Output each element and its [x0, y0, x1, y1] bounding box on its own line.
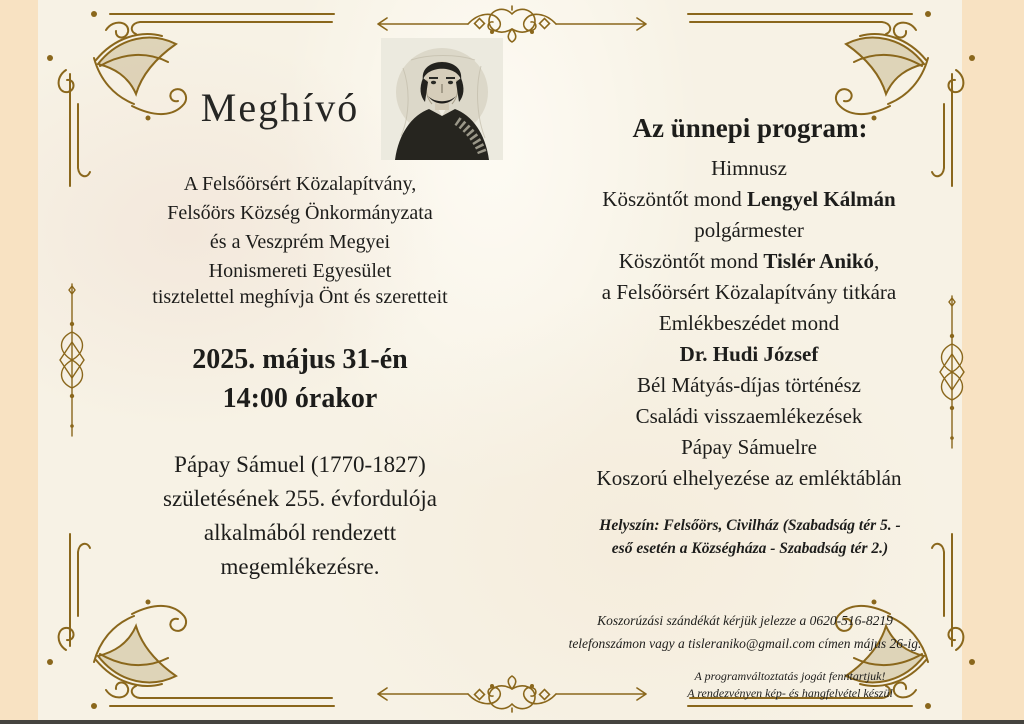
organizer-lines [80, 170, 520, 286]
text-line [516, 339, 982, 370]
line-text: Koszorú elhelyezése az emléktáblán [596, 466, 902, 490]
occasion-lines [80, 448, 520, 584]
highlighted-name: Tislér Anikó [763, 249, 875, 273]
text-line [516, 401, 982, 432]
line-text: Himnusz [711, 156, 787, 180]
line-text: Köszöntőt mond [602, 187, 747, 211]
line-text: Bél Mátyás-díjas történész [637, 373, 861, 397]
text-line: Pápay Sámuel (1770-1827) [174, 452, 426, 477]
text-line [516, 463, 982, 494]
line-text: , [874, 249, 880, 273]
text-line: eső esetén a Községháza - Szabadság tér 2.) [611, 540, 889, 557]
line-text: polgármester [694, 218, 804, 242]
left-edge-band [0, 0, 38, 724]
text-line: 2025. május 31-én [192, 344, 408, 375]
line-text: Emlékbeszédet mond [658, 311, 840, 335]
text-line: telefonszámon vagy a tisleraniko@gmail.com címen május 26-ig. [568, 636, 922, 651]
text-line [516, 153, 982, 184]
text-line [516, 246, 982, 277]
line-text: a Felsőörsért Közalapítvány titkára [601, 280, 897, 304]
text-line: Felsőörs Község Önkormányzata [167, 202, 433, 224]
text-line: Koszorúzási szándékát kérjük jelezze a 0620-516-8219 [597, 613, 893, 628]
text-line [516, 308, 982, 339]
notice-lines [640, 668, 940, 702]
text-line [516, 432, 982, 463]
text-line: megemlékezésre. [220, 554, 380, 579]
line-text: Pápay Sámuelre [681, 435, 817, 459]
text-line [516, 277, 982, 308]
text-line: A programváltoztatás jogát fenntartjuk! [694, 669, 886, 683]
highlighted-name: Dr. Hudi József [679, 342, 819, 366]
text-line: születésének 255. évfordulója [163, 486, 437, 511]
text-line: A rendezvényen kép- és hangfelvétel készül [687, 686, 893, 700]
event-datetime [80, 340, 520, 418]
line-text: Köszöntőt mond [618, 249, 764, 273]
program-heading: Az ünnepi program: [632, 113, 868, 143]
line-text: Családi visszaemlékezések [635, 404, 863, 428]
text-line: 14:00 órakor [222, 383, 378, 414]
bottom-border [0, 720, 1024, 724]
text-line: alkalmából rendezett [203, 520, 397, 545]
invite-line: tisztelettel meghívja Önt és szeretteit [152, 286, 448, 308]
text-line: Honismereti Egyesület [208, 260, 392, 282]
text-line [516, 184, 982, 215]
text-line: A Felsőörsért Közalapítvány, [183, 173, 417, 195]
contact-lines [540, 609, 950, 655]
program-list [516, 153, 982, 494]
highlighted-name: Lengyel Kálmán [746, 187, 896, 211]
text-line: és a Veszprém Megyei [209, 231, 391, 253]
bottom-center-ornament [372, 674, 652, 714]
text-line: Helyszín: Felsőörs, Civilház (Szabadság tér 5. - [599, 517, 901, 534]
text-line [516, 215, 982, 246]
page-title: Meghívó [200, 85, 360, 130]
location-lines [540, 514, 960, 560]
text-line [516, 370, 982, 401]
